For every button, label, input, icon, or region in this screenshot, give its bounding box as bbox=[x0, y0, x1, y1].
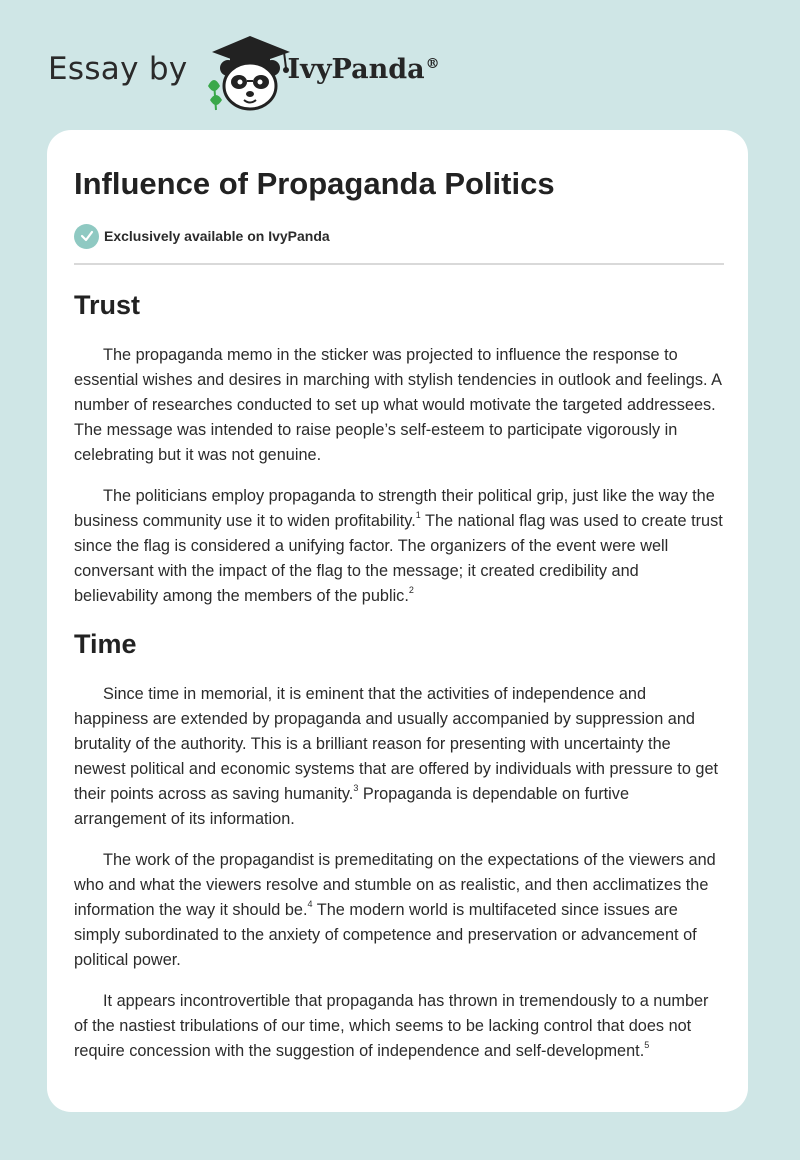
paragraph: The work of the propagandist is premeditating on the expectations of the viewers and who and what the viewers resolve and stumble on as realistic, and then acclimatizes the information the way it should be.$^4$ The modern world is multifaceted since issues are simply subordinated to the anxiety of competence and preservation or advancement of political power. bbox=[74, 851, 716, 969]
site-header bbox=[48, 34, 440, 114]
section-heading-trust: Trust bbox=[74, 290, 141, 320]
section-heading-time: Time bbox=[74, 629, 137, 659]
paragraph: It appears incontrovertible that propaganda has thrown in tremendously to a number of the nastiest tribulations of our time, which seems to be lacking control that does not require concession with the suggestion of independence and self-development.$^5$ bbox=[74, 992, 709, 1060]
paragraph: Since time in memorial, it is eminent that the activities of independence and happiness are extended by propaganda and usually accompanied by suppression and brutality of the authority. This is a brilliant reason for presenting with uncertainty the newest political and economic systems that are offered by individuals with pressure to get their points across as saving humanity.$^3$ Propaganda is dependable on furtive arrangement of its information. bbox=[74, 685, 719, 828]
page-title: Influence of Propaganda Politics bbox=[74, 166, 555, 201]
check-icon bbox=[74, 224, 99, 249]
footnote-ref[interactable]: 1 bbox=[415, 509, 421, 520]
footnote-ref[interactable]: 5 bbox=[644, 1039, 650, 1050]
section-trust bbox=[74, 343, 724, 609]
essay-card bbox=[47, 130, 748, 1112]
essay-content bbox=[74, 164, 724, 1080]
paragraph: The propaganda memo in the sticker was projected to influence the response to essential wishes and desires in marching with stylish tendencies in outlook and feelings. A number of researches conducted to set up what would motivate the targeted addressees. The message was intended to raise people’s self-esteem to participate vigorously in celebrating but it was not genuine. bbox=[74, 346, 722, 464]
divider bbox=[74, 263, 724, 265]
exclusive-badge bbox=[74, 223, 724, 249]
badge-text: Exclusively available on IvyPanda bbox=[104, 228, 330, 244]
footnote-ref[interactable]: 2 bbox=[408, 584, 414, 595]
essay-by-label: Essay by bbox=[48, 51, 188, 87]
section-time bbox=[74, 682, 724, 1064]
panda-graduate-icon[interactable] bbox=[200, 34, 300, 114]
paragraph: The politicians employ propaganda to strength their political grip, just like the way the business community use it to widen profitability.$^1$ The national flag was used to create trust since the flag is considered a unifying factor. The organizers of the event were well conversant with the impact of the flag to the message; it created credibility and believability among the members of the public.$^2$ bbox=[74, 487, 723, 605]
footnote-ref[interactable]: 3 bbox=[353, 782, 359, 793]
brand-name[interactable]: IvyPanda® bbox=[287, 53, 440, 85]
footnote-ref[interactable]: 4 bbox=[307, 898, 313, 909]
